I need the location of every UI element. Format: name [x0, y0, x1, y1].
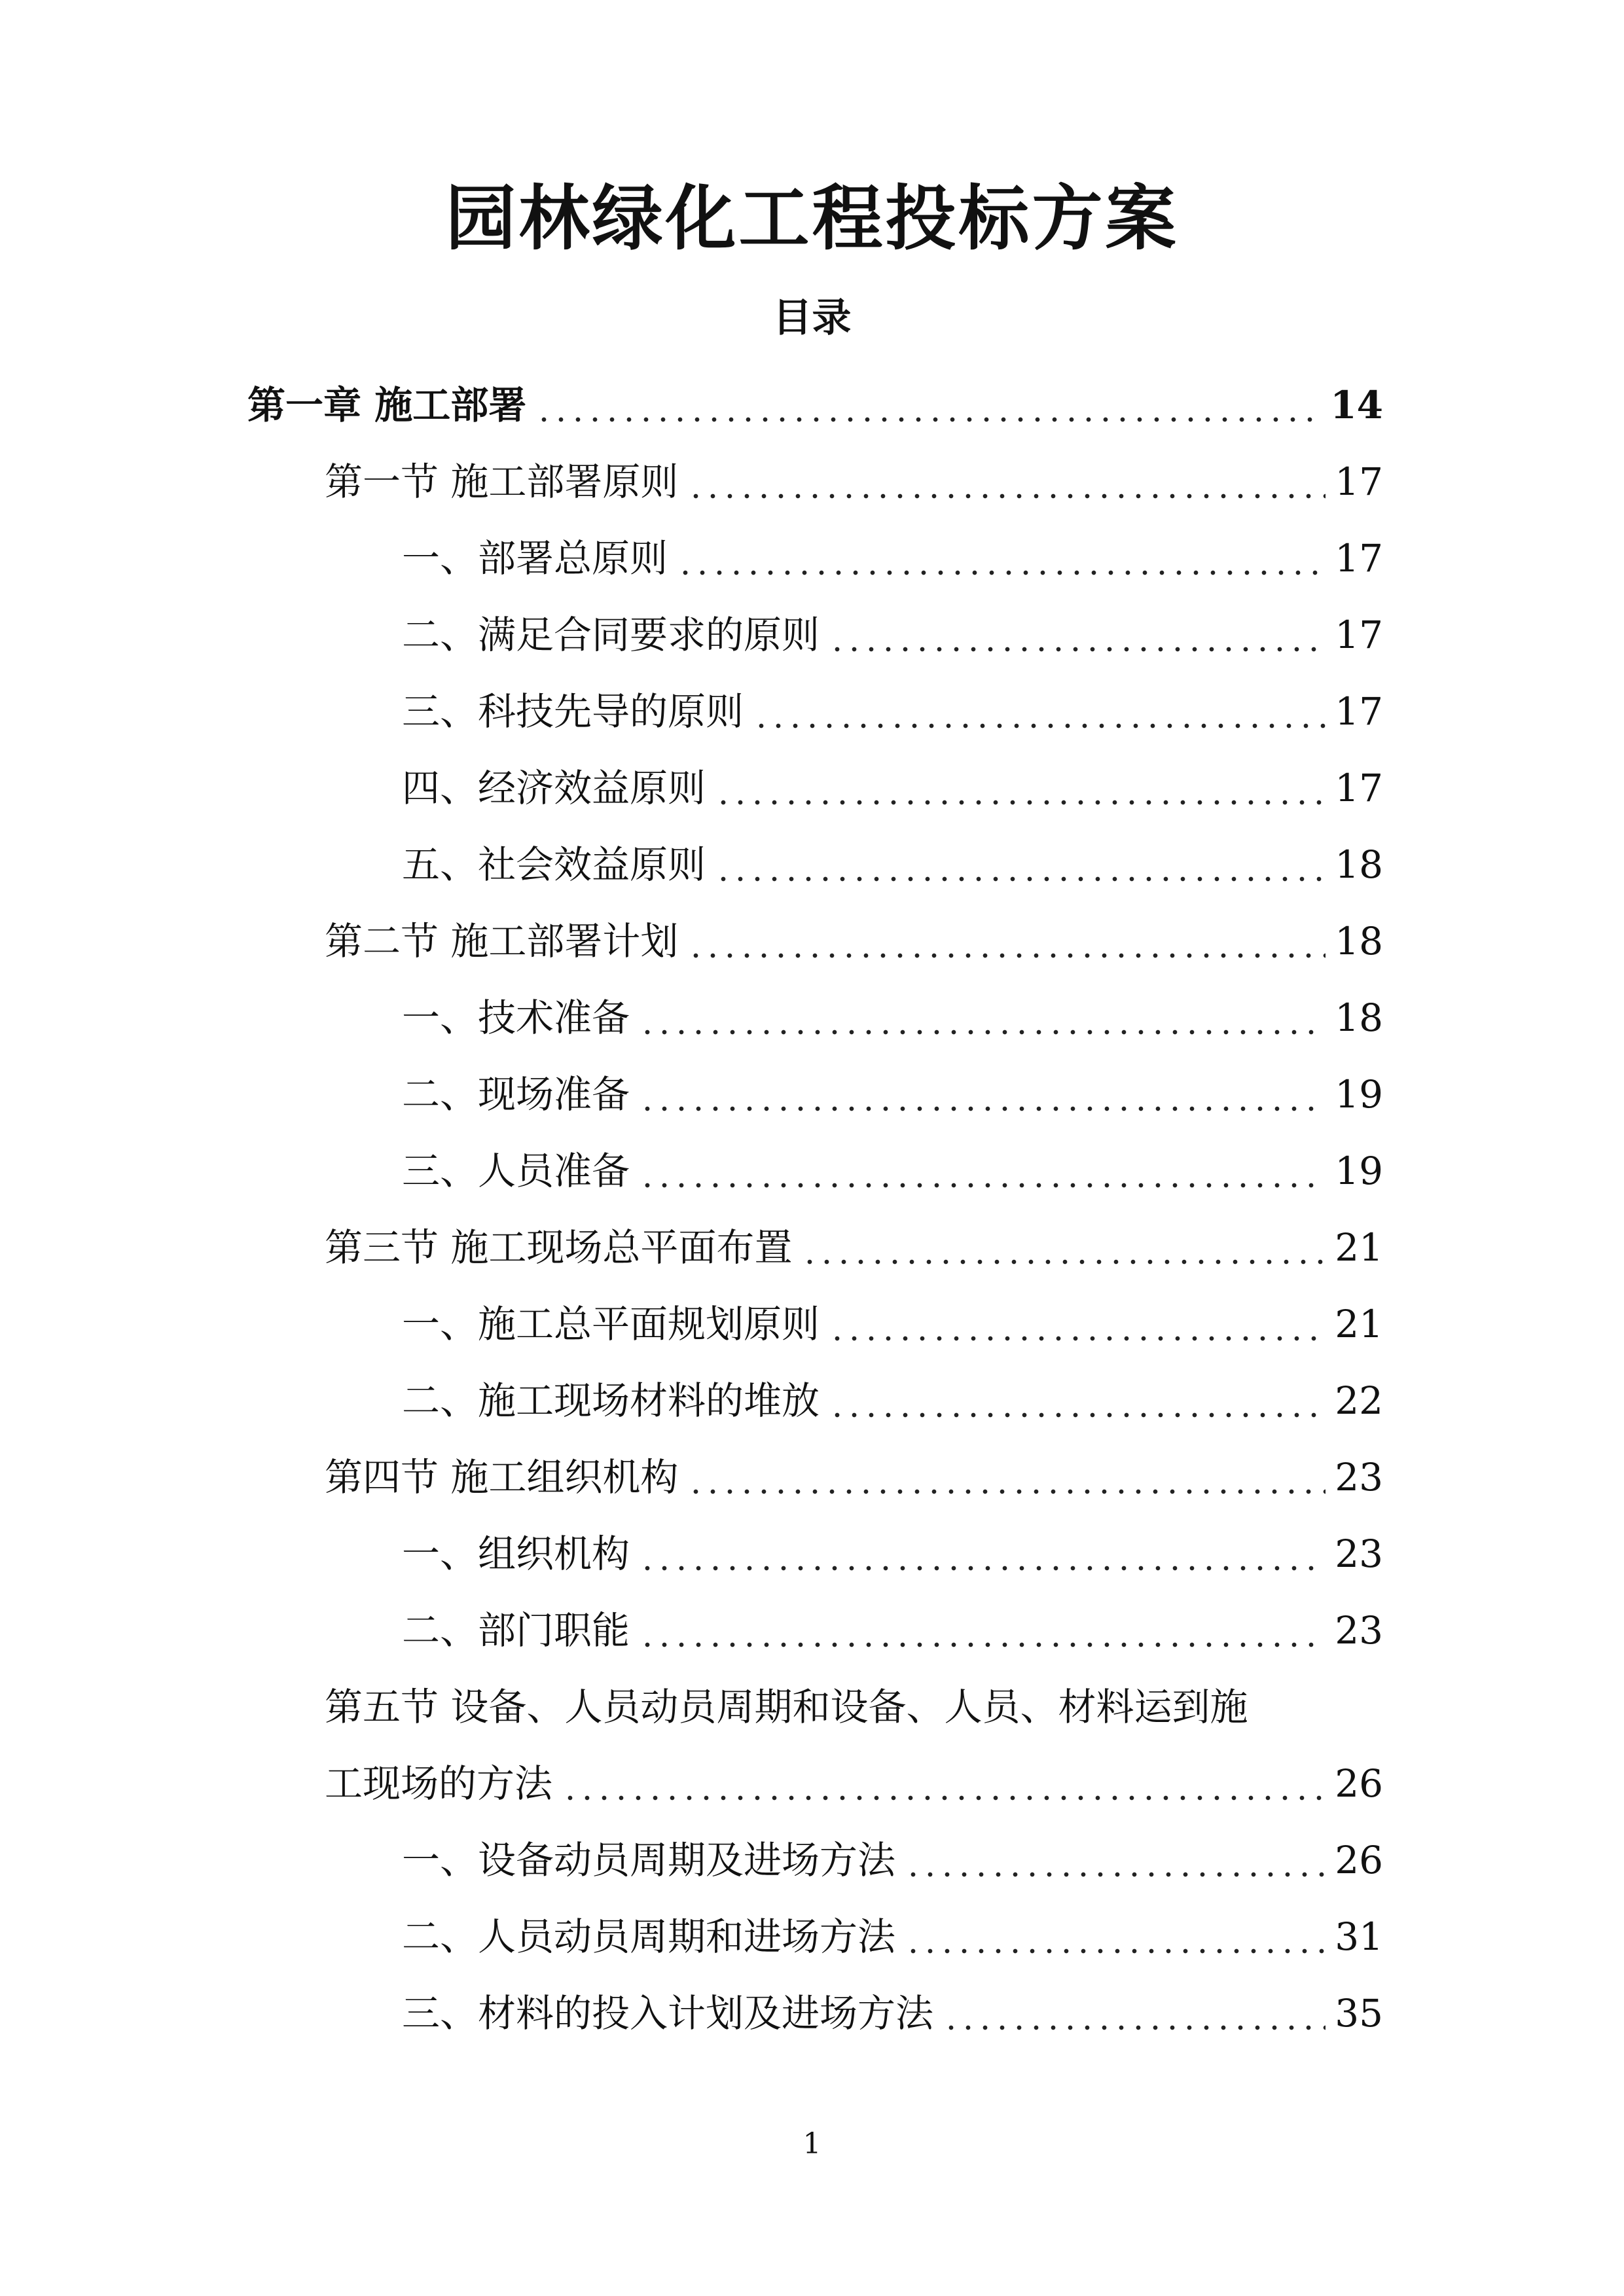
- toc-entry-item[interactable]: [247, 1132, 1383, 1209]
- toc-entry-item[interactable]: [247, 1898, 1383, 1975]
- toc-entry-label: 三、人员准备: [402, 1148, 630, 1193]
- toc-entry-item[interactable]: [247, 1285, 1383, 1362]
- dot-leader: [905, 1841, 1326, 1879]
- toc-entry-page: 18: [1335, 842, 1383, 887]
- toc-entry-page: 17: [1335, 765, 1383, 810]
- toc-entry-page: 26: [1335, 1837, 1383, 1882]
- toc-entry-item[interactable]: [247, 1515, 1383, 1592]
- toc-entry-label: 一、施工总平面规划原则: [402, 1301, 820, 1346]
- toc-entry-section[interactable]: [247, 1439, 1383, 1515]
- toc-entry-page: 21: [1335, 1225, 1383, 1270]
- toc-entry-page: 23: [1335, 1607, 1383, 1653]
- toc-entry-label: 三、科技先导的原则: [402, 689, 744, 734]
- document-title: 园林绿化工程投标方案: [445, 177, 1179, 260]
- toc-entry-label: 一、技术准备: [402, 995, 630, 1040]
- toc-entry-item[interactable]: [247, 826, 1383, 903]
- toc-entry-item[interactable]: [247, 1592, 1383, 1668]
- toc-entry-label: 四、经济效益原则: [402, 765, 706, 810]
- toc-entry-item[interactable]: [247, 673, 1383, 749]
- toc-entry-section-continued[interactable]: [247, 1745, 1383, 1821]
- toc-entry-section[interactable]: [247, 903, 1383, 979]
- dot-leader: [535, 386, 1321, 424]
- toc-entry-section[interactable]: [247, 1209, 1383, 1285]
- toc-entry-label: 第二节 施工部署计划: [325, 918, 679, 963]
- toc-entry-label: 一、组织机构: [402, 1531, 630, 1576]
- toc-entry-page: 35: [1335, 1990, 1383, 2036]
- toc-entry-page: 14: [1330, 382, 1383, 427]
- toc-entry-item[interactable]: [247, 520, 1383, 596]
- dot-leader: [639, 999, 1326, 1037]
- toc-entry-item[interactable]: [247, 1975, 1383, 2051]
- toc-entry-label: 二、满足合同要求的原则: [402, 612, 820, 657]
- toc-entry-page: 26: [1335, 1761, 1383, 1806]
- dot-leader: [687, 922, 1326, 960]
- dot-leader: [715, 769, 1326, 807]
- toc-heading: 目录: [772, 295, 852, 341]
- toc-entry-page: 18: [1335, 995, 1383, 1040]
- toc-entry-item[interactable]: [247, 1056, 1383, 1132]
- toc-entry-page: 22: [1335, 1378, 1383, 1423]
- dot-leader: [677, 539, 1326, 577]
- dot-leader: [829, 1382, 1326, 1420]
- dot-leader: [639, 1152, 1326, 1190]
- toc-entry-label: 一、部署总原则: [402, 535, 668, 581]
- toc-entry-page: 23: [1335, 1531, 1383, 1576]
- toc-entry-label: 二、现场准备: [402, 1071, 630, 1117]
- toc-entry-chapter[interactable]: [247, 367, 1383, 443]
- dot-leader: [562, 1765, 1326, 1803]
- toc-entry-page: 23: [1335, 1454, 1383, 1499]
- toc-entry-label: 第一节 施工部署原则: [325, 459, 679, 504]
- toc-entry-label: 三、材料的投入计划及进场方法: [402, 1990, 934, 2036]
- toc-entry-page: 17: [1335, 535, 1383, 581]
- dot-leader: [639, 1075, 1326, 1113]
- dot-leader: [943, 1994, 1326, 2032]
- toc-entry-page: 19: [1335, 1071, 1383, 1117]
- dot-leader: [687, 463, 1326, 501]
- toc-entry-page: 17: [1335, 459, 1383, 504]
- toc-entry-label: 二、施工现场材料的堆放: [402, 1378, 820, 1423]
- toc-entry-item[interactable]: [247, 596, 1383, 673]
- toc-entry-label: 工现场的方法: [325, 1761, 553, 1806]
- dot-leader: [829, 1305, 1326, 1343]
- toc-entry-label: 二、人员动员周期和进场方法: [402, 1914, 896, 1959]
- dot-leader: [905, 1918, 1326, 1956]
- toc-entry-page: 18: [1335, 918, 1383, 963]
- toc-entry-item[interactable]: [247, 749, 1383, 826]
- toc-entry-item[interactable]: [247, 1362, 1383, 1439]
- dot-leader: [639, 1611, 1326, 1649]
- toc-entry-page: 17: [1335, 689, 1383, 734]
- toc-entry-label: 第一章 施工部署: [247, 382, 527, 427]
- dot-leader: [753, 692, 1326, 730]
- toc-entry-label: 第五节 设备、人员动员周期和设备、人员、材料运到施: [325, 1684, 1248, 1729]
- dot-leader: [715, 846, 1326, 884]
- toc-entry-label: 第四节 施工组织机构: [325, 1454, 679, 1499]
- toc-entry-label: 一、设备动员周期及进场方法: [402, 1837, 896, 1882]
- dot-leader: [687, 1458, 1326, 1496]
- toc-entry-section[interactable]: [247, 1668, 1383, 1745]
- toc-entry-page: 31: [1335, 1914, 1383, 1959]
- toc-entry-item[interactable]: [247, 1821, 1383, 1898]
- toc-entry-label: 二、部门职能: [402, 1607, 630, 1653]
- toc-entry-label: 第三节 施工现场总平面布置: [325, 1225, 793, 1270]
- toc-entry-page: 21: [1335, 1301, 1383, 1346]
- dot-leader: [801, 1229, 1326, 1266]
- page-number: 1: [803, 2127, 821, 2161]
- table-of-contents: [247, 367, 1383, 2051]
- toc-entry-label: 五、社会效益原则: [402, 842, 706, 887]
- toc-entry-page: 17: [1335, 612, 1383, 657]
- dot-leader: [829, 616, 1326, 654]
- toc-entry-section[interactable]: [247, 443, 1383, 520]
- dot-leader: [639, 1535, 1326, 1573]
- toc-entry-item[interactable]: [247, 979, 1383, 1056]
- toc-entry-page: 19: [1335, 1148, 1383, 1193]
